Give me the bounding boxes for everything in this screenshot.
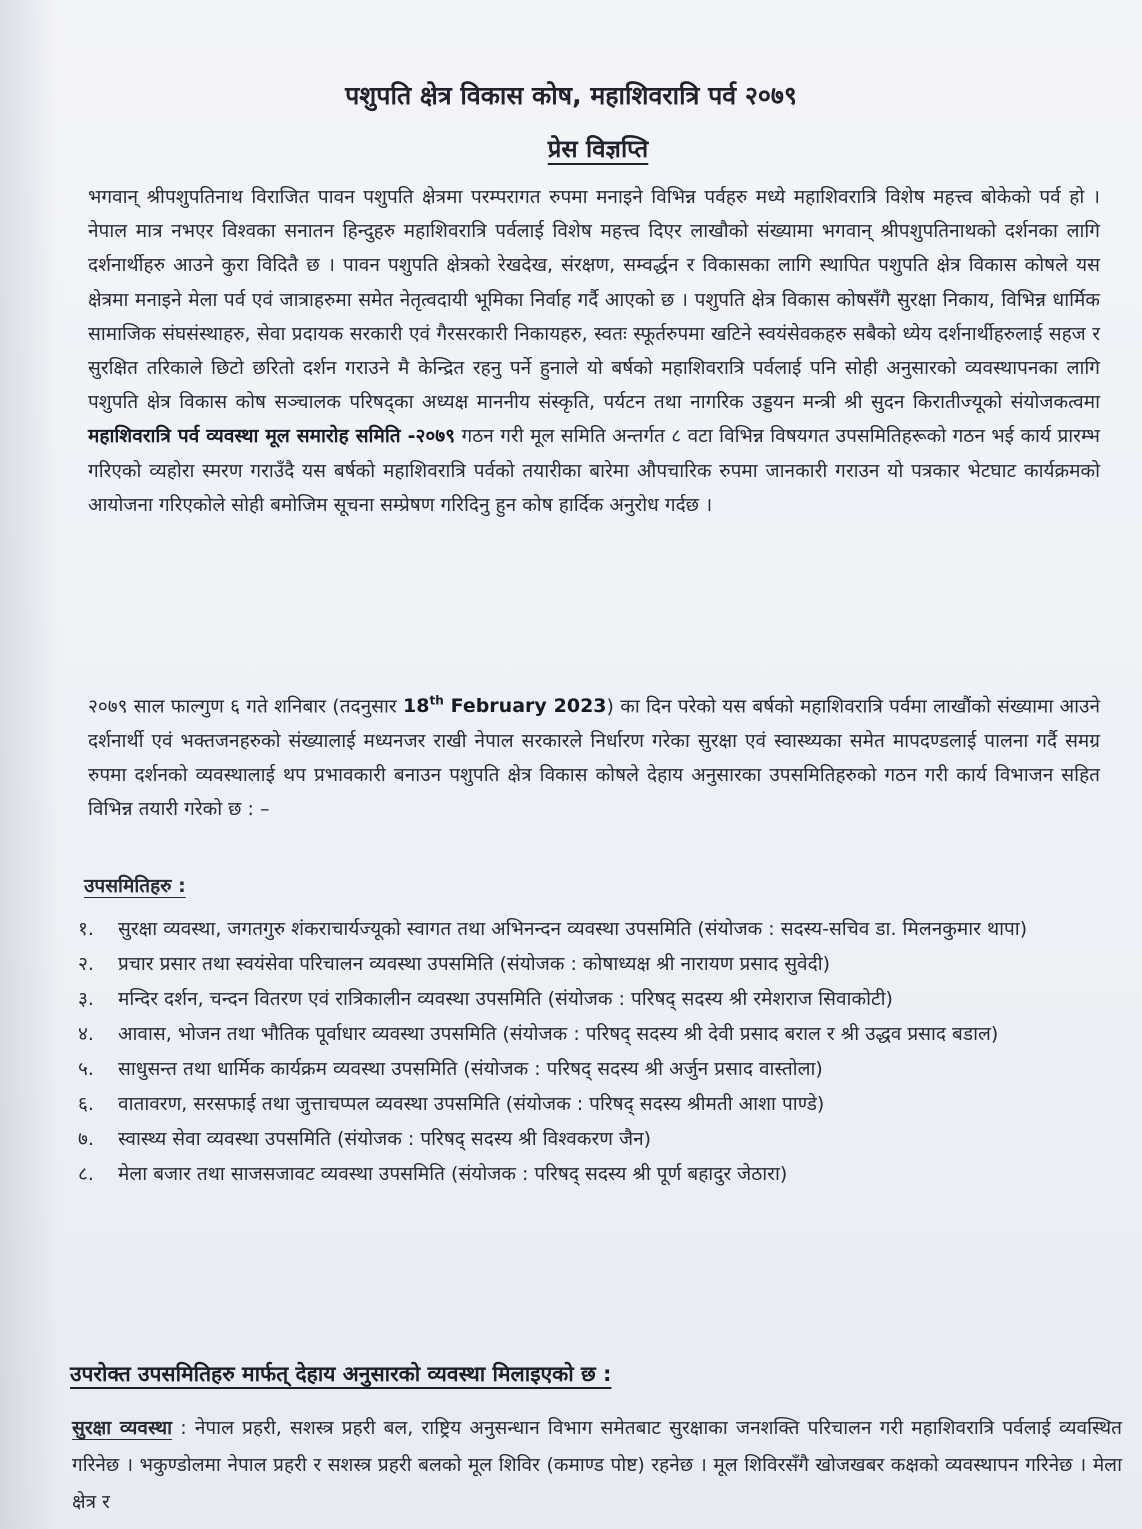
prep-date-rest: February 2023 <box>450 695 607 718</box>
intro-text-b: गठन गरी मूल समिति अन्तर्गत ८ वटा विभिन्न विषयगत उपसमितिहरूको गठन भई कार्य प्रारम्भ गरिएको व्यहोरा स्मरण गराउँदै यस बर्षको महाशिवरात्रि पर्वको तयारीका बारेमा औपचारिक रुपमा जानकारी गराउन यो पत्रकार भेटघाट कार्यक्रमको आयोजना गरिएकोले सोही बमोजिम सूचना सम्प्रेषण गरिदिनु हुन कोष हार्दिक अनुरोध गर्दछ । <box>88 425 1101 516</box>
list-item-number: ४. <box>78 1023 94 1045</box>
intro-committee-name: महाशिवरात्रि पर्व व्यवस्था मूल समारोह समिति -२०७९ <box>88 425 456 448</box>
prep-date-sup: th <box>429 694 444 708</box>
list-item-number: ३. <box>78 988 94 1010</box>
list-item <box>78 1017 1108 1051</box>
preparation-paragraph <box>88 684 1100 826</box>
list-item-text: आवास, भोजन तथा भौतिक पूर्वाधार व्यवस्था उपसमिति (संयोजक : परिषद् सदस्य श्री देवी प्रसाद बराल र श्री उद्धव प्रसाद बडाल) <box>118 1023 999 1045</box>
list-item <box>78 912 1108 946</box>
list-item <box>78 1122 1108 1156</box>
list-item-text: प्रचार प्रसार तथा स्वयंसेवा परिचालन व्यवस्था उपसमिति (संयोजक : कोषाध्यक्ष श्री नारायण प्रसाद सुवेदी) <box>118 953 831 975</box>
list-item-text: मेला बजार तथा साजसजावट व्यवस्था उपसमिति (संयोजक : परिषद् सदस्य श्री पूर्ण बहादुर जेठारा) <box>118 1163 788 1185</box>
intro-text-a: भगवान् श्रीपशुपतिनाथ विराजित पावन पशुपति क्षेत्रमा परम्परागत रुपमा मनाइने विभिन्न पर्वहरु मध्ये महाशिवरात्रि विशेष महत्त्व बोकेको पर्व हो । नेपाल मात्र नभएर विश्वका सनातन हिन्दुहरु महाशिवरात्रि पर्वलाई विशेष महत्त्व दिएर लाखौको संख्यामा भगवान् श्रीपशुपतिनाथको दर्शनका लागि दर्शनार्थीहरु आउने कुरा विदितै छ । पावन पशुपति क्षेत्रको रेखदेख, संरक्षण, सम्वर्द्धन र विकासका लागि स्थापित पशुपति क्षेत्र विकास कोषले यस क्षेत्रमा मनाइने मेला पर्व एवं जात्राहरुमा समेत नेतृत्वदायी भूमिका निर्वाह गर्दै आएको छ । पशुपति क्षेत्र विकास कोषसँगै सुरक्षा निकाय, विभिन्न धार्मिक सामाजिक संघसंस्थाहरु, सेवा प्रदायक सरकारी एवं गैरसरकारी निकायहरु, स्वतः स्फूर्तरुपमा खटिने स्वयंसेवकहरु सबैको ध्येय दर्शनार्थीहरुलाई सहज र सुरक्षित तरिकाले छिटो छरितो दर्शन गराउने मै केन्द्रित रहनु पर्ने हुनाले यो बर्षको महाशिवरात्रि पर्वलाई पनि सोही अनुसारको व्यवस्थापनका लागि पशुपति क्षेत्र विकास कोष सञ्चालक परिषद्का अध्यक्ष माननीय संस्कृति, पर्यटन तथा नागरिक उड्डयन मन्त्री श्री सुदन किरातीज्यूको संयोजकत्वमा <box>88 186 1100 414</box>
prep-text-b: ) का दिन परेको यस बर्षको महाशिवरात्रि पर्वमा लाखौंको संख्यामा आउने दर्शनार्थी एवं भक्तजनहरुको संख्यालाई मध्यनजर राखी नेपाल सरकारले निर्धारण गरेका सुरक्षा एवं स्वास्थ्यका समेत मापदण्डलाई पालना गर्दै समग्र रुपमा दर्शनको व्यवस्थालाई थप प्रभावकारी बनाउन पशुपति क्षेत्र विकास कोषले देहाय अनुसारका उपसमितिहरुको गठन गरी कार्य विभाजन सहित विभिन्न तयारी गरेको छ : – <box>88 695 1101 820</box>
list-item-number: ८. <box>78 1163 94 1185</box>
list-item-text: सुरक्षा व्यवस्था, जगतगुरु शंकराचार्यज्यूको स्वागत तथा अभिनन्दन व्यवस्था उपसमिति (संयोजक : सदस्य-सचिव डा. मिलनकुमार थापा) <box>118 918 1028 940</box>
intro-paragraph <box>88 180 1100 522</box>
list-item <box>78 982 1108 1016</box>
subcommittees-heading: उपसमितिहरु : <box>84 875 186 897</box>
security-paragraph <box>72 1410 1122 1521</box>
press-release-label: प्रेस विज्ञप्ति <box>547 135 649 163</box>
list-item <box>78 1157 1108 1191</box>
list-item <box>78 947 1108 981</box>
arrangements-heading: उपरोक्त उपसमितिहरु मार्फत् देहाय अनुसारको व्यवस्था मिलाइएको छ : <box>70 1362 612 1386</box>
list-item-text: वातावरण, सरसफाई तथा जुत्ताचप्पल व्यवस्था उपसमिति (संयोजक : परिषद् सदस्य श्रीमती आशा पाण्डे) <box>118 1093 825 1115</box>
subcommittee-list <box>78 912 1108 1192</box>
prep-date <box>403 695 607 717</box>
list-item-number: ६. <box>78 1093 94 1115</box>
document-subtitle <box>0 132 1142 165</box>
security-text: : नेपाल प्रहरी, सशस्त्र प्रहरी बल, राष्ट्रिय अनुसन्धान विभाग समेतबाट सुरक्षाका जनशक्ति परिचालन गरी महाशिवरात्रि पर्वलाई व्यवस्थित गरिनेछ । भकुण्डोलमा नेपाल प्रहरी र सशस्त्र प्रहरी बलको मूल शिविर (कमाण्ड पोष्ट) रहनेछ । मूल शिविरसँगै खोजखबर कक्षको व्यवस्थापन गरिनेछ । मेला क्षेत्र र <box>72 1417 1122 1513</box>
list-item-number: २. <box>78 953 94 975</box>
list-item-number: ५. <box>78 1058 94 1080</box>
security-lead: सुरक्षा व्यवस्था <box>72 1417 173 1439</box>
list-item-number: ७. <box>78 1128 94 1150</box>
document-title: पशुपति क्षेत्र विकास कोष, महाशिवरात्रि पर्व २०७९ <box>345 81 797 110</box>
prep-text-a: २०७९ साल फाल्गुण ६ गते शनिबार (तदनुसार <box>88 695 397 718</box>
list-item <box>78 1087 1108 1121</box>
prep-date-day: 18 <box>403 695 430 718</box>
list-item-text: मन्दिर दर्शन, चन्दन वितरण एवं रात्रिकालीन व्यवस्था उपसमिति (संयोजक : परिषद् सदस्य श्री रमेशराज सिवाकोटी) <box>118 988 893 1010</box>
page-edge-shadow <box>0 0 60 1529</box>
list-item-text: स्वास्थ्य सेवा व्यवस्था उपसमिति (संयोजक : परिषद् सदस्य श्री विश्वकरण जैन) <box>118 1128 652 1150</box>
list-item-text: साधुसन्त तथा धार्मिक कार्यक्रम व्यवस्था उपसमिति (संयोजक : परिषद् सदस्य श्री अर्जुन प्रसाद वास्तोला) <box>118 1058 823 1080</box>
list-item <box>78 1052 1108 1086</box>
list-item-number: १. <box>78 918 94 940</box>
